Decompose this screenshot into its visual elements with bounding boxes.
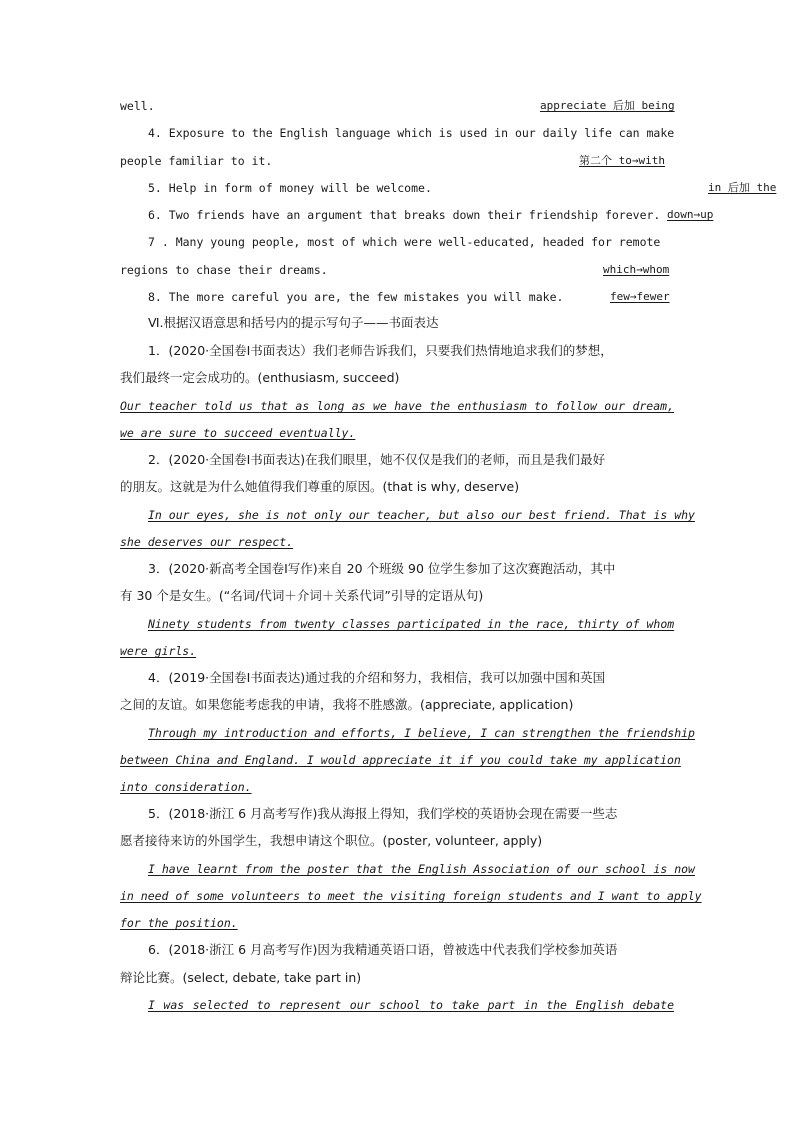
answer-line: into consideration.: [120, 780, 252, 794]
prompt-line: 的朋友。这就是为什么她值得我们尊重的原因。(that is why, deserve): [120, 479, 520, 494]
correction-text: regions to chase their dreams.: [120, 263, 328, 277]
prompt-line: 6．(2018·浙江 6 月高考写作)因为我精通英语口语，曾被选中代表我们学校参加英语: [148, 942, 618, 957]
prompt-line: 2．(2020·全国卷Ⅰ书面表达)在我们眼里，她不仅仅是我们的老师，而且是我们最好: [148, 452, 606, 467]
answer-line: between China and England. I would appreciate it if you could take my application: [120, 753, 681, 767]
correction-text: 4. Exposure to the English language which is used in our daily life can make: [148, 126, 675, 140]
answer-line: In our eyes, she is not only our teacher, but also our best friend. That is why: [148, 508, 695, 522]
prompt-line: 5．(2018·浙江 6 月高考写作)我从海报上得知，我们学校的英语协会现在需要一些志: [148, 806, 618, 821]
answer-line: for the position.: [120, 916, 238, 930]
correction-note: 第二个 to→with: [579, 154, 665, 167]
prompt-line: 我们最终一定会成功的。(enthusiasm, succeed): [120, 370, 400, 385]
answer-line: she deserves our respect.: [120, 535, 294, 549]
answer-line: Ninety students from twenty classes participated in the race, thirty of whom: [148, 617, 675, 631]
section-title: Ⅵ.根据汉语意思和括号内的提示写句子——书面表达: [148, 315, 439, 330]
prompt-line: 4．(2019·全国卷Ⅰ书面表达)通过我的介绍和努力，我相信，我可以加强中国和英国: [148, 670, 606, 685]
prompt-line: 愿者接待来访的外国学生，我想申请这个职位。(poster, volunteer, apply): [120, 833, 543, 848]
answer-line: Our teacher told us that as long as we have the enthusiasm to follow our dream,: [120, 399, 674, 413]
prompt-line: 3．(2020·新高考全国卷Ⅰ写作)来自 20 个班级 90 位学生参加了这次赛跑活动，其中: [148, 561, 616, 576]
correction-note: few→fewer: [610, 290, 670, 303]
prompt-line: 有 30 个是女生。(“名词/代词＋介词＋关系代词”引导的定语从句): [120, 588, 484, 603]
prompt-line: 辩论比赛。(select, debate, take part in): [120, 970, 362, 985]
correction-text: 8. The more careful you are, the few mistakes you will make.: [148, 290, 564, 304]
answer-line: we are sure to succeed eventually.: [120, 426, 356, 440]
correction-text: 7 . Many young people, most of which were well-educated, headed for remote: [148, 235, 661, 249]
answer-line: Through my introduction and efforts, I believe, I can strengthen the friendship: [148, 726, 695, 740]
correction-text: well.: [120, 99, 155, 113]
correction-note: which→whom: [603, 263, 670, 276]
answer-line: were girls.: [120, 644, 197, 658]
correction-text: 5. Help in form of money will be welcome.: [148, 181, 432, 195]
correction-text: 6. Two friends have an argument that breaks down their friendship forever.: [148, 208, 661, 222]
prompt-line: 1．(2020·全国卷Ⅰ书面表达）我们老师告诉我们，只要我们热情地追求我们的梦想，: [148, 343, 613, 358]
correction-text: people familiar to it.: [120, 154, 273, 168]
answer-line: I have learnt from the poster that the English Association of our school is now: [148, 862, 695, 876]
prompt-line: 之间的友谊。如果您能考虑我的申请，我将不胜感激。(appreciate, application): [120, 697, 574, 712]
correction-note: appreciate 后加 being: [540, 99, 675, 112]
answer-line: in need of some volunteers to meet the visiting foreign students and I want to apply: [120, 889, 702, 903]
answer-line: I was selected to represent our school to take part in the English debate: [148, 998, 674, 1012]
correction-note: down→up: [667, 208, 714, 221]
correction-note: in 后加 the: [708, 181, 777, 194]
